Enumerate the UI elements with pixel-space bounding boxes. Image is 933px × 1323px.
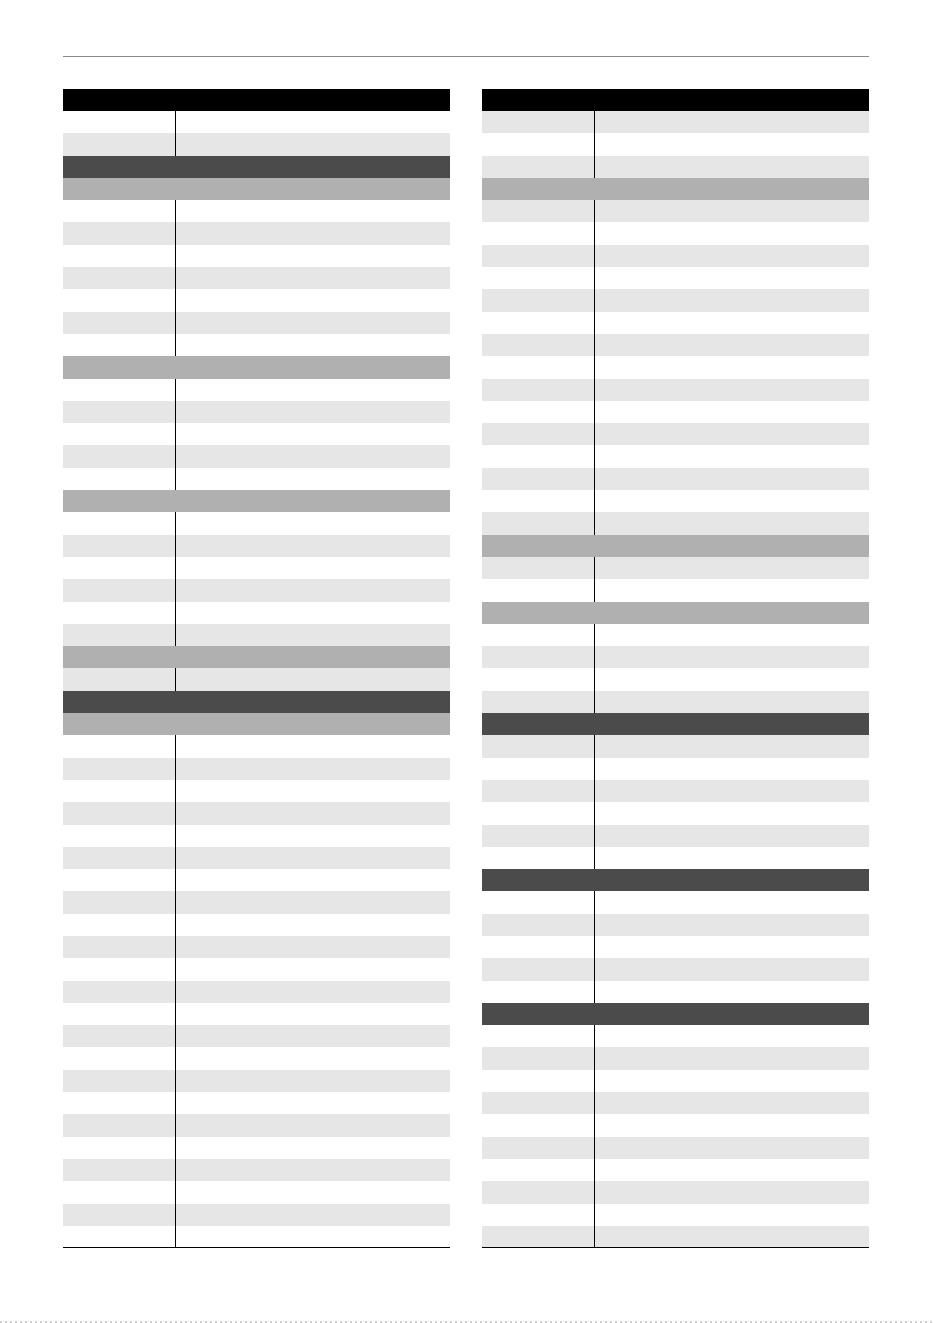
right-label-cell (482, 1159, 595, 1181)
left-section-header (63, 713, 450, 735)
right-table-row (482, 245, 869, 267)
left-value-cell (176, 624, 450, 646)
right-value-cell (595, 1047, 869, 1069)
right-section-header (482, 178, 869, 200)
right-label-cell (482, 445, 595, 467)
right-table-row (482, 289, 869, 311)
left-value-cell (176, 1025, 450, 1047)
right-label-cell (482, 133, 595, 155)
left-label-cell (63, 267, 176, 289)
right-label-cell (482, 222, 595, 244)
left-table-row (63, 936, 450, 958)
left-label-cell (63, 401, 176, 423)
left-table-row (63, 1159, 450, 1181)
right-table-row (482, 557, 869, 579)
right-value-cell (595, 200, 869, 222)
right-table-row (482, 512, 869, 534)
left-value-cell (176, 802, 450, 824)
left-label-cell (63, 512, 176, 534)
right-label-cell (482, 936, 595, 958)
left-table-row (63, 1204, 450, 1226)
right-section-header (482, 1003, 869, 1025)
right-table-row (482, 780, 869, 802)
right-value-cell (595, 579, 869, 601)
left-header-cell-1 (63, 89, 176, 111)
left-table-row (63, 535, 450, 557)
right-table-row (482, 624, 869, 646)
left-label-cell (63, 535, 176, 557)
left-table-row (63, 758, 450, 780)
left-value-cell (176, 735, 450, 757)
left-table-row (63, 133, 450, 155)
left-label-cell (63, 1226, 176, 1248)
left-label-cell (63, 1137, 176, 1159)
left-label-cell (63, 579, 176, 601)
right-table-row (482, 401, 869, 423)
right-value-cell (595, 981, 869, 1003)
right-table-row (482, 579, 869, 601)
right-label-cell (482, 825, 595, 847)
right-value-cell (595, 758, 869, 780)
left-table-row (63, 1181, 450, 1203)
left-section-header (63, 178, 450, 200)
left-section-header (63, 356, 450, 378)
left-label-cell (63, 1181, 176, 1203)
left-label-cell (63, 847, 176, 869)
right-value-cell (595, 267, 869, 289)
right-label-cell (482, 1114, 595, 1136)
right-label-cell (482, 802, 595, 824)
left-label-cell (63, 758, 176, 780)
left-label-cell (63, 423, 176, 445)
left-value-cell (176, 512, 450, 534)
left-label-cell (63, 1114, 176, 1136)
right-table-row (482, 936, 869, 958)
left-label-cell (63, 624, 176, 646)
right-label-cell (482, 245, 595, 267)
right-label-cell (482, 111, 595, 133)
right-table-row (482, 1181, 869, 1203)
right-table-row (482, 691, 869, 713)
left-value-cell (176, 1070, 450, 1092)
right-section-header (482, 535, 869, 557)
left-table-row (63, 111, 450, 133)
left-value-cell (176, 936, 450, 958)
right-label-cell (482, 289, 595, 311)
right-table-row (482, 1047, 869, 1069)
left-value-cell (176, 379, 450, 401)
right-value-cell (595, 802, 869, 824)
left-table-row (63, 557, 450, 579)
right-table-row (482, 423, 869, 445)
left-table-row (63, 401, 450, 423)
right-table-row (482, 1226, 869, 1248)
left-label-cell (63, 981, 176, 1003)
right-value-cell (595, 1159, 869, 1181)
left-header-row (63, 89, 450, 111)
right-label-cell (482, 668, 595, 690)
right-label-cell (482, 1047, 595, 1069)
right-value-cell (595, 490, 869, 512)
left-value-cell (176, 312, 450, 334)
right-section-header (482, 713, 869, 735)
right-table-row (482, 267, 869, 289)
right-value-cell (595, 958, 869, 980)
right-value-cell (595, 691, 869, 713)
right-table-row (482, 914, 869, 936)
left-label-cell (63, 557, 176, 579)
right-value-cell (595, 423, 869, 445)
right-header-row (482, 89, 869, 111)
right-header-cell-2 (595, 89, 869, 111)
left-table-row (63, 624, 450, 646)
left-value-cell (176, 1226, 450, 1248)
right-label-cell (482, 312, 595, 334)
right-table-row (482, 445, 869, 467)
right-label-cell (482, 1181, 595, 1203)
left-table-row (63, 780, 450, 802)
left-table-row (63, 245, 450, 267)
right-label-cell (482, 1070, 595, 1092)
right-label-cell (482, 891, 595, 913)
left-table-row (63, 1025, 450, 1047)
left-value-cell (176, 668, 450, 690)
left-table-row (63, 802, 450, 824)
left-label-cell (63, 1092, 176, 1114)
left-value-cell (176, 579, 450, 601)
right-table-row (482, 1204, 869, 1226)
left-section-header (63, 691, 450, 713)
right-value-cell (595, 245, 869, 267)
right-table-row (482, 981, 869, 1003)
right-value-cell (595, 356, 869, 378)
right-label-cell (482, 780, 595, 802)
left-value-cell (176, 780, 450, 802)
right-value-cell (595, 133, 869, 155)
left-value-cell (176, 891, 450, 913)
left-label-cell (63, 1070, 176, 1092)
left-value-cell (176, 958, 450, 980)
right-value-cell (595, 624, 869, 646)
left-table-row (63, 735, 450, 757)
left-label-cell (63, 1025, 176, 1047)
left-label-cell (63, 802, 176, 824)
left-value-cell (176, 1114, 450, 1136)
left-label-cell (63, 379, 176, 401)
left-table-row (63, 1114, 450, 1136)
left-table-row (63, 445, 450, 467)
left-table (63, 89, 450, 1248)
left-value-cell (176, 222, 450, 244)
page-top-rule (63, 56, 869, 57)
left-value-cell (176, 869, 450, 891)
right-value-cell (595, 312, 869, 334)
left-value-cell (176, 468, 450, 490)
right-value-cell (595, 1137, 869, 1159)
left-label-cell (63, 936, 176, 958)
left-table-row (63, 512, 450, 534)
right-label-cell (482, 156, 595, 178)
right-value-cell (595, 1025, 869, 1047)
left-label-cell (63, 133, 176, 155)
right-value-cell (595, 668, 869, 690)
left-label-cell (63, 668, 176, 690)
right-table-row (482, 1092, 869, 1114)
left-table-row (63, 312, 450, 334)
right-value-cell (595, 222, 869, 244)
left-table-row (63, 914, 450, 936)
right-table-row (482, 1114, 869, 1136)
right-value-cell (595, 111, 869, 133)
right-value-cell (595, 1204, 869, 1226)
left-table-row (63, 1226, 450, 1248)
left-value-cell (176, 423, 450, 445)
left-label-cell (63, 245, 176, 267)
left-label-cell (63, 891, 176, 913)
right-table-row (482, 133, 869, 155)
left-label-cell (63, 111, 176, 133)
left-label-cell (63, 1047, 176, 1069)
left-label-cell (63, 780, 176, 802)
right-value-cell (595, 1181, 869, 1203)
right-label-cell (482, 423, 595, 445)
right-label-cell (482, 1204, 595, 1226)
left-label-cell (63, 334, 176, 356)
right-value-cell (595, 445, 869, 467)
right-label-cell (482, 624, 595, 646)
right-label-cell (482, 735, 595, 757)
right-label-cell (482, 379, 595, 401)
right-label-cell (482, 356, 595, 378)
left-value-cell (176, 334, 450, 356)
right-table-row (482, 958, 869, 980)
left-value-cell (176, 535, 450, 557)
left-table-row (63, 869, 450, 891)
left-table-row (63, 379, 450, 401)
right-value-cell (595, 401, 869, 423)
left-table-row (63, 981, 450, 1003)
left-value-cell (176, 1047, 450, 1069)
left-table-row (63, 1047, 450, 1069)
right-table-row (482, 758, 869, 780)
right-label-cell (482, 468, 595, 490)
left-label-cell (63, 468, 176, 490)
right-value-cell (595, 936, 869, 958)
right-table-row (482, 312, 869, 334)
right-value-cell (595, 1070, 869, 1092)
left-table-row (63, 958, 450, 980)
right-value-cell (595, 780, 869, 802)
right-value-cell (595, 468, 869, 490)
left-value-cell (176, 1092, 450, 1114)
left-label-cell (63, 222, 176, 244)
left-value-cell (176, 267, 450, 289)
right-value-cell (595, 1226, 869, 1248)
left-table-row (63, 468, 450, 490)
left-table-row (63, 668, 450, 690)
right-label-cell (482, 958, 595, 980)
left-value-cell (176, 1003, 450, 1025)
left-table-row (63, 289, 450, 311)
right-label-cell (482, 490, 595, 512)
right-label-cell (482, 1092, 595, 1114)
right-table-row (482, 1025, 869, 1047)
right-table-row (482, 379, 869, 401)
left-table-row (63, 1137, 450, 1159)
left-section-header (63, 490, 450, 512)
left-value-cell (176, 289, 450, 311)
left-header-cell-2 (176, 89, 450, 111)
right-table-row (482, 646, 869, 668)
left-table-row (63, 1003, 450, 1025)
left-value-cell (176, 557, 450, 579)
right-label-cell (482, 401, 595, 423)
left-label-cell (63, 1003, 176, 1025)
left-label-cell (63, 602, 176, 624)
left-value-cell (176, 981, 450, 1003)
left-label-cell (63, 200, 176, 222)
left-table-row (63, 825, 450, 847)
left-table-row (63, 579, 450, 601)
left-label-cell (63, 914, 176, 936)
right-table (482, 89, 869, 1248)
right-value-cell (595, 156, 869, 178)
right-value-cell (595, 379, 869, 401)
left-label-cell (63, 312, 176, 334)
left-table-row (63, 267, 450, 289)
right-label-cell (482, 1137, 595, 1159)
left-value-cell (176, 1159, 450, 1181)
left-section-header (63, 646, 450, 668)
right-value-cell (595, 825, 869, 847)
right-value-cell (595, 557, 869, 579)
left-table-row (63, 891, 450, 913)
right-value-cell (595, 847, 869, 869)
left-label-cell (63, 289, 176, 311)
right-table-row (482, 1137, 869, 1159)
right-label-cell (482, 847, 595, 869)
right-label-cell (482, 981, 595, 1003)
left-label-cell (63, 445, 176, 467)
right-value-cell (595, 735, 869, 757)
right-table-row (482, 668, 869, 690)
left-value-cell (176, 1181, 450, 1203)
right-table-row (482, 847, 869, 869)
right-value-cell (595, 914, 869, 936)
left-value-cell (176, 445, 450, 467)
right-label-cell (482, 646, 595, 668)
right-label-cell (482, 334, 595, 356)
left-label-cell (63, 869, 176, 891)
right-table-row (482, 735, 869, 757)
left-label-cell (63, 735, 176, 757)
right-section-header (482, 602, 869, 624)
right-table-row (482, 891, 869, 913)
left-value-cell (176, 914, 450, 936)
left-value-cell (176, 825, 450, 847)
left-value-cell (176, 847, 450, 869)
right-table-row (482, 156, 869, 178)
right-table-row (482, 468, 869, 490)
left-value-cell (176, 758, 450, 780)
right-value-cell (595, 289, 869, 311)
right-table-row (482, 111, 869, 133)
right-value-cell (595, 1114, 869, 1136)
left-section-header (63, 156, 450, 178)
right-table-row (482, 1070, 869, 1092)
left-table-row (63, 1070, 450, 1092)
right-table-row (482, 356, 869, 378)
left-value-cell (176, 133, 450, 155)
right-table-row (482, 825, 869, 847)
left-value-cell (176, 401, 450, 423)
right-label-cell (482, 200, 595, 222)
right-table-row (482, 1159, 869, 1181)
left-value-cell (176, 602, 450, 624)
right-label-cell (482, 1025, 595, 1047)
left-value-cell (176, 1137, 450, 1159)
right-table-row (482, 334, 869, 356)
left-label-cell (63, 958, 176, 980)
left-label-cell (63, 1204, 176, 1226)
right-header-cell-1 (482, 89, 595, 111)
left-table-row (63, 847, 450, 869)
right-label-cell (482, 512, 595, 534)
left-label-cell (63, 825, 176, 847)
right-table-row (482, 802, 869, 824)
left-table-row (63, 200, 450, 222)
right-section-header (482, 869, 869, 891)
right-label-cell (482, 1226, 595, 1248)
left-table-row (63, 423, 450, 445)
right-label-cell (482, 758, 595, 780)
left-table-row (63, 1092, 450, 1114)
left-table-row (63, 222, 450, 244)
left-value-cell (176, 1204, 450, 1226)
right-value-cell (595, 891, 869, 913)
left-value-cell (176, 111, 450, 133)
right-table-row (482, 222, 869, 244)
right-value-cell (595, 512, 869, 534)
left-table-row (63, 334, 450, 356)
right-value-cell (595, 646, 869, 668)
left-table-row (63, 602, 450, 624)
left-value-cell (176, 200, 450, 222)
right-table-row (482, 200, 869, 222)
right-label-cell (482, 691, 595, 713)
right-table-row (482, 490, 869, 512)
right-label-cell (482, 579, 595, 601)
left-value-cell (176, 245, 450, 267)
right-value-cell (595, 334, 869, 356)
left-label-cell (63, 1159, 176, 1181)
right-value-cell (595, 1092, 869, 1114)
right-label-cell (482, 267, 595, 289)
right-label-cell (482, 557, 595, 579)
right-label-cell (482, 914, 595, 936)
